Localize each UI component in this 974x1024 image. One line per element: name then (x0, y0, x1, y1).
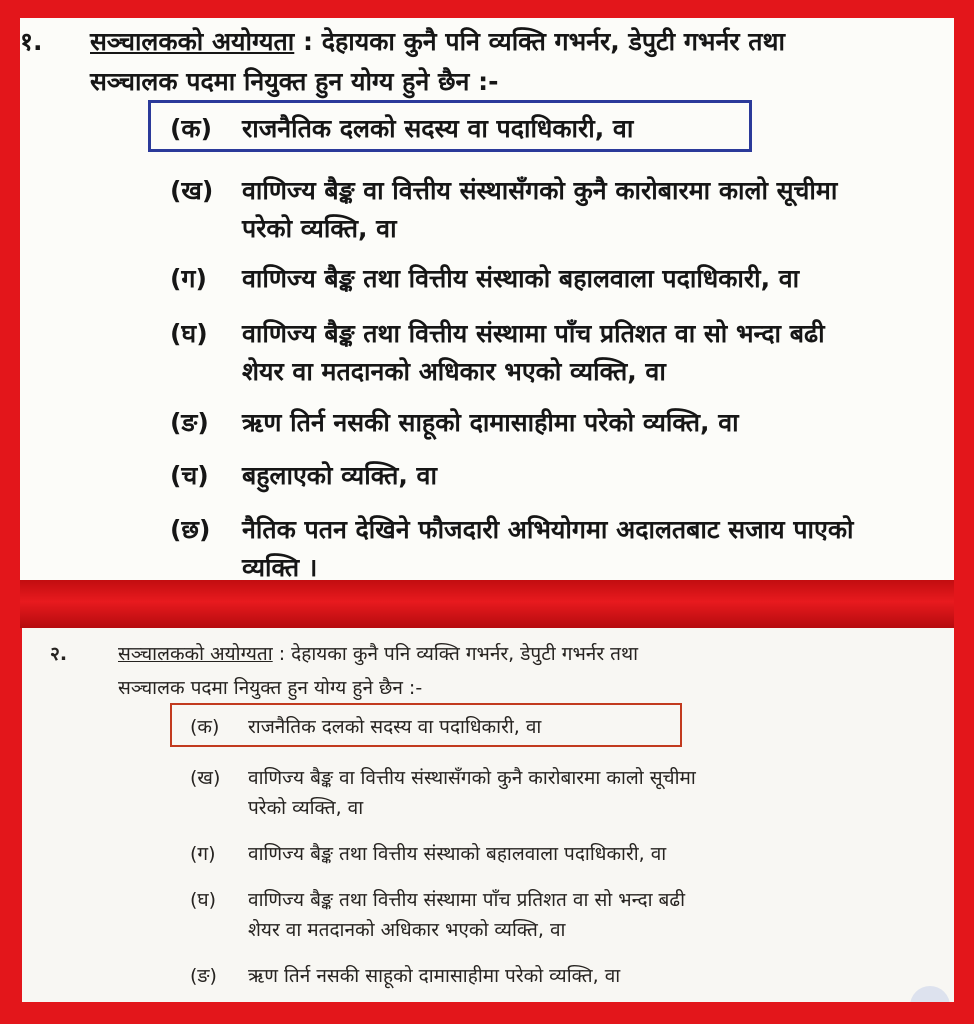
item-text: वाणिज्य बैङ्क वा वित्तीय संस्थासँगको कुनै कारोबारमा कालो सूचीमा (242, 176, 838, 205)
item-marker: (ग) (190, 843, 216, 865)
list-item (170, 111, 633, 145)
section-heading-rest: : देहायका कुनै पनि व्यक्ति गभर्नर, डेपुटी गभर्नर तथा (303, 27, 785, 56)
section-heading-rest: : देहायका कुनै पनि व्यक्ति गभर्नर, डेपुटी गभर्नर तथा (278, 643, 639, 665)
list-item-continuation: शेयर वा मतदानको अधिकार भएको व्यक्ति, वा (242, 357, 666, 386)
item-text: वाणिज्य बैङ्क तथा वित्तीय संस्थामा पाँच प्रतिशत वा सो भन्दा बढी (242, 319, 825, 348)
list-item-continuation: शेयर वा मतदानको अधिकार भएको व्यक्ति, वा (248, 919, 566, 941)
list-item (190, 764, 696, 790)
section-heading (118, 640, 638, 666)
top-document-scan (20, 18, 954, 580)
item-text: बहुलाएको व्यक्ति, वा (242, 461, 437, 490)
item-marker: (ङ) (170, 408, 209, 437)
section-number: १. (20, 27, 43, 56)
list-item (190, 962, 620, 988)
item-text: ऋण तिर्न नसकी साहूको दामासाहीमा परेको व्यक्ति, वा (242, 408, 739, 437)
list-item-continuation: परेको व्यक्ति, वा (248, 797, 364, 819)
section-heading (90, 24, 785, 58)
section-heading-line2: सञ्चालक पदमा नियुक्त हुन योग्य हुने छैन :- (118, 677, 423, 699)
item-text: ऋण तिर्न नसकी साहूको दामासाहीमा परेको व्यक्ति, वा (248, 965, 621, 987)
page-curl-decoration (910, 986, 950, 1002)
list-item-continuation: परेको व्यक्ति, वा (242, 214, 397, 243)
list-item-continuation: व्यक्ति । (242, 553, 318, 580)
list-item (170, 458, 437, 492)
item-marker: (क) (190, 716, 220, 738)
list-item (170, 173, 837, 207)
item-text: राजनैतिक दलको सदस्य वा पदाधिकारी, वा (242, 114, 634, 143)
bottom-document-scan (22, 628, 954, 1002)
section-heading-line2: सञ्चालक पदमा नियुक्त हुन योग्य हुने छैन :- (90, 67, 499, 96)
section-title: सञ्चालकको अयोग्यता (118, 643, 273, 665)
item-marker: (ख) (190, 767, 221, 789)
item-marker: (ग) (170, 264, 207, 293)
item-marker: (ख) (170, 176, 214, 205)
list-item (170, 512, 854, 546)
item-text: वाणिज्य बैङ्क तथा वित्तीय संस्थाको बहालवाला पदाधिकारी, वा (248, 843, 667, 865)
list-item (170, 261, 799, 295)
section-title: सञ्चालकको अयोग्यता (90, 27, 295, 56)
item-marker: (च) (170, 461, 209, 490)
red-glow-divider (20, 580, 954, 628)
item-text: वाणिज्य बैङ्क तथा वित्तीय संस्थामा पाँच प्रतिशत वा सो भन्दा बढी (248, 889, 685, 911)
list-item (190, 713, 541, 739)
item-marker: (छ) (170, 515, 211, 544)
list-item (170, 316, 825, 350)
item-marker: (घ) (170, 319, 208, 348)
item-text: वाणिज्य बैङ्क तथा वित्तीय संस्थाको बहालवाला पदाधिकारी, वा (242, 264, 800, 293)
list-item (190, 886, 685, 912)
item-marker: (घ) (190, 889, 217, 911)
item-text: राजनैतिक दलको सदस्य वा पदाधिकारी, वा (248, 716, 542, 738)
item-marker: (क) (170, 114, 213, 143)
item-text: वाणिज्य बैङ्क वा वित्तीय संस्थासँगको कुनै कारोबारमा कालो सूचीमा (248, 767, 696, 789)
item-marker: (ङ) (190, 965, 217, 987)
item-text: नैतिक पतन देखिने फौजदारी अभियोगमा अदालतबाट सजाय पाएको (242, 515, 854, 544)
section-number: २. (50, 643, 68, 665)
list-item (170, 405, 739, 439)
list-item (190, 840, 666, 866)
